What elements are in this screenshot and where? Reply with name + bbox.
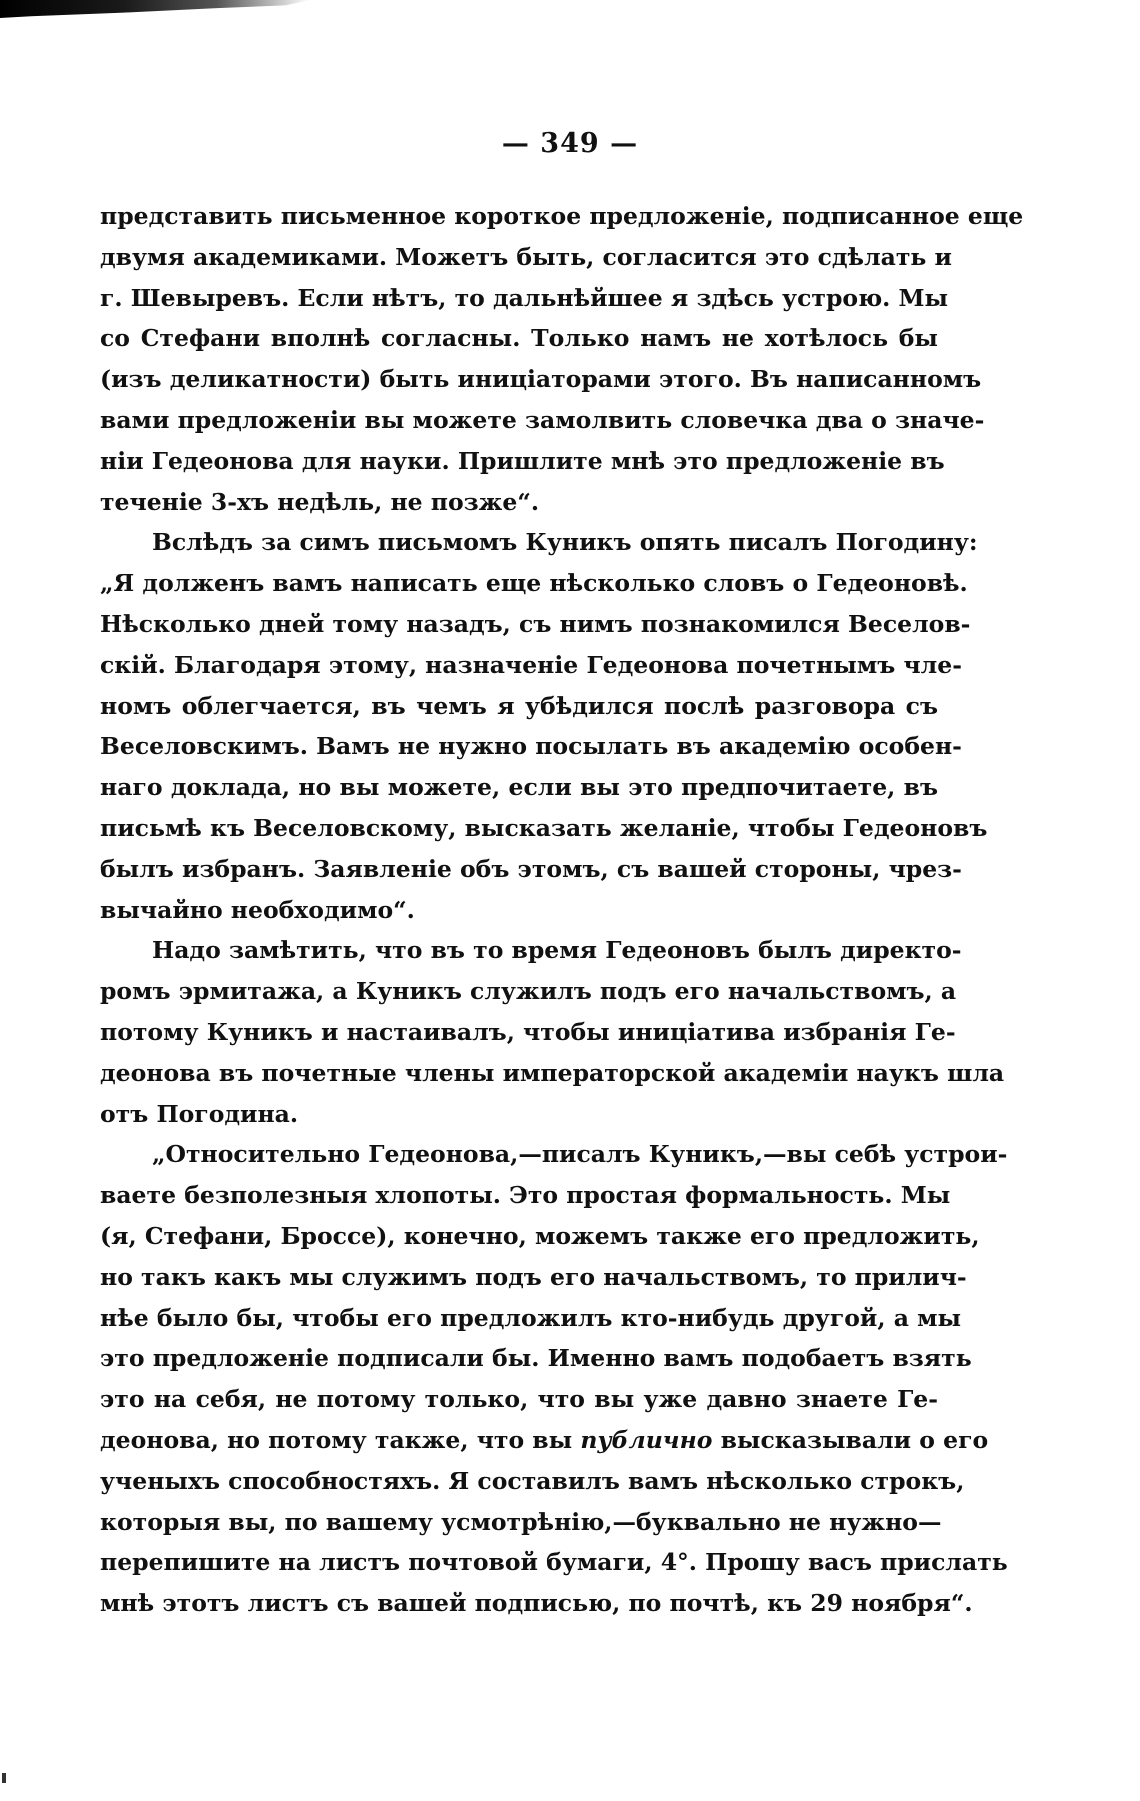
text-line: (я, Стефани, Броссе), конечно, можемъ также его предложить, (100, 1221, 980, 1250)
text-line: вами предложеніи вы можете замолвить словечка два о значе- (100, 405, 985, 434)
text-line: это предложеніе подписали бы. Именно вамъ подобаетъ взять (100, 1344, 972, 1373)
text-line: нѣе было бы, чтобы его предложилъ кто-нибудь другой, а мы (100, 1303, 962, 1332)
text-line: ваете безполезныя хлопоты. Это простая формальность. Мы (100, 1181, 951, 1210)
text-line: „Я долженъ вамъ написать еще нѣсколько словъ о Гедеоновѣ. (100, 569, 968, 598)
text-line: Веселовскимъ. Вамъ не нужно посылать въ академію особен- (100, 732, 962, 761)
text-line: Нѣсколько дней тому назадъ, съ нимъ познакомился Веселов- (100, 609, 971, 638)
page-number: — 349 — (501, 128, 639, 159)
text-line: (изъ деликатности) быть иниціаторами этого. Въ написанномъ (100, 365, 982, 394)
text-line-with-italic (100, 1420, 989, 1461)
text-line: перепишите на листъ почтовой бумаги, 4°. Прошу васъ прислать (100, 1548, 1008, 1577)
text-line: со Стефани вполнѣ согласны. Только намъ не хотѣлось бы (100, 324, 938, 353)
text-line: „Относительно Гедеонова,—писалъ Куникъ,—вы себѣ устрои- (152, 1140, 1008, 1169)
text-segment: деонова, но потому также, что вы (100, 1425, 573, 1454)
text-line: это на себя, не потому только, что вы уже давно знаете Ге- (100, 1385, 938, 1414)
text-line: ромъ эрмитажа, а Куникъ служилъ подъ его начальствомъ, а (100, 977, 957, 1006)
text-line: скій. Благодаря этому, назначеніе Гедеонова почетнымъ чле- (100, 650, 962, 679)
italic-word: публично (580, 1425, 713, 1454)
text-line: отъ Погодина. (100, 1099, 299, 1128)
text-line: но такъ какъ мы служимъ подъ его начальствомъ, то прилич- (100, 1262, 967, 1291)
text-line: деонова въ почетные члены императорской академіи наукъ шла (100, 1058, 1005, 1087)
text-line: Вслѣдъ за симъ письмомъ Куникъ опять писалъ Погодину: (152, 528, 978, 557)
text-line: представить письменное короткое предложеніе, подписанное еще (100, 202, 1024, 230)
text-line: теченіе 3-хъ недѣль, не позже“. (100, 487, 540, 516)
text-line: двумя академиками. Можетъ быть, согласится это сдѣлать и (100, 242, 952, 271)
text-line: г. Шевыревъ. Если нѣтъ, то дальнѣйшее я здѣсь устрою. Мы (100, 283, 949, 312)
text-line: мнѣ этотъ листъ съ вашей подписью, по почтѣ, къ 29 ноября“. (100, 1589, 973, 1618)
text-line: которыя вы, по вашему усмотрѣнію,—буквально не нужно— (100, 1507, 942, 1536)
text-line: ученыхъ способностяхъ. Я составилъ вамъ нѣсколько строкъ, (100, 1466, 965, 1495)
body-text (100, 196, 1024, 1624)
scan-edge-dot (2, 1773, 6, 1783)
scan-edge-mark (0, 0, 310, 18)
text-line: Надо замѣтить, что въ то время Гедеоновъ былъ директо- (152, 936, 962, 965)
text-line: былъ избранъ. Заявленіе объ этомъ, съ вашей стороны, чрез- (100, 854, 962, 883)
text-line: письмѣ къ Веселовскому, высказать желаніе, чтобы Гедеоновъ (100, 813, 988, 842)
text-line: номъ облегчается, въ чемъ я убѣдился послѣ разговора съ (100, 691, 938, 720)
text-line: потому Куникъ и настаивалъ, чтобы иниціатива избранія Ге- (100, 1017, 956, 1046)
text-line: ніи Гедеонова для науки. Пришлите мнѣ это предложеніе въ (100, 446, 945, 475)
text-line: вычайно необходимо“. (100, 895, 415, 924)
text-line: наго доклада, но вы можете, если вы это предпочитаете, въ (100, 773, 938, 802)
text-segment: высказывали о его (720, 1425, 989, 1454)
